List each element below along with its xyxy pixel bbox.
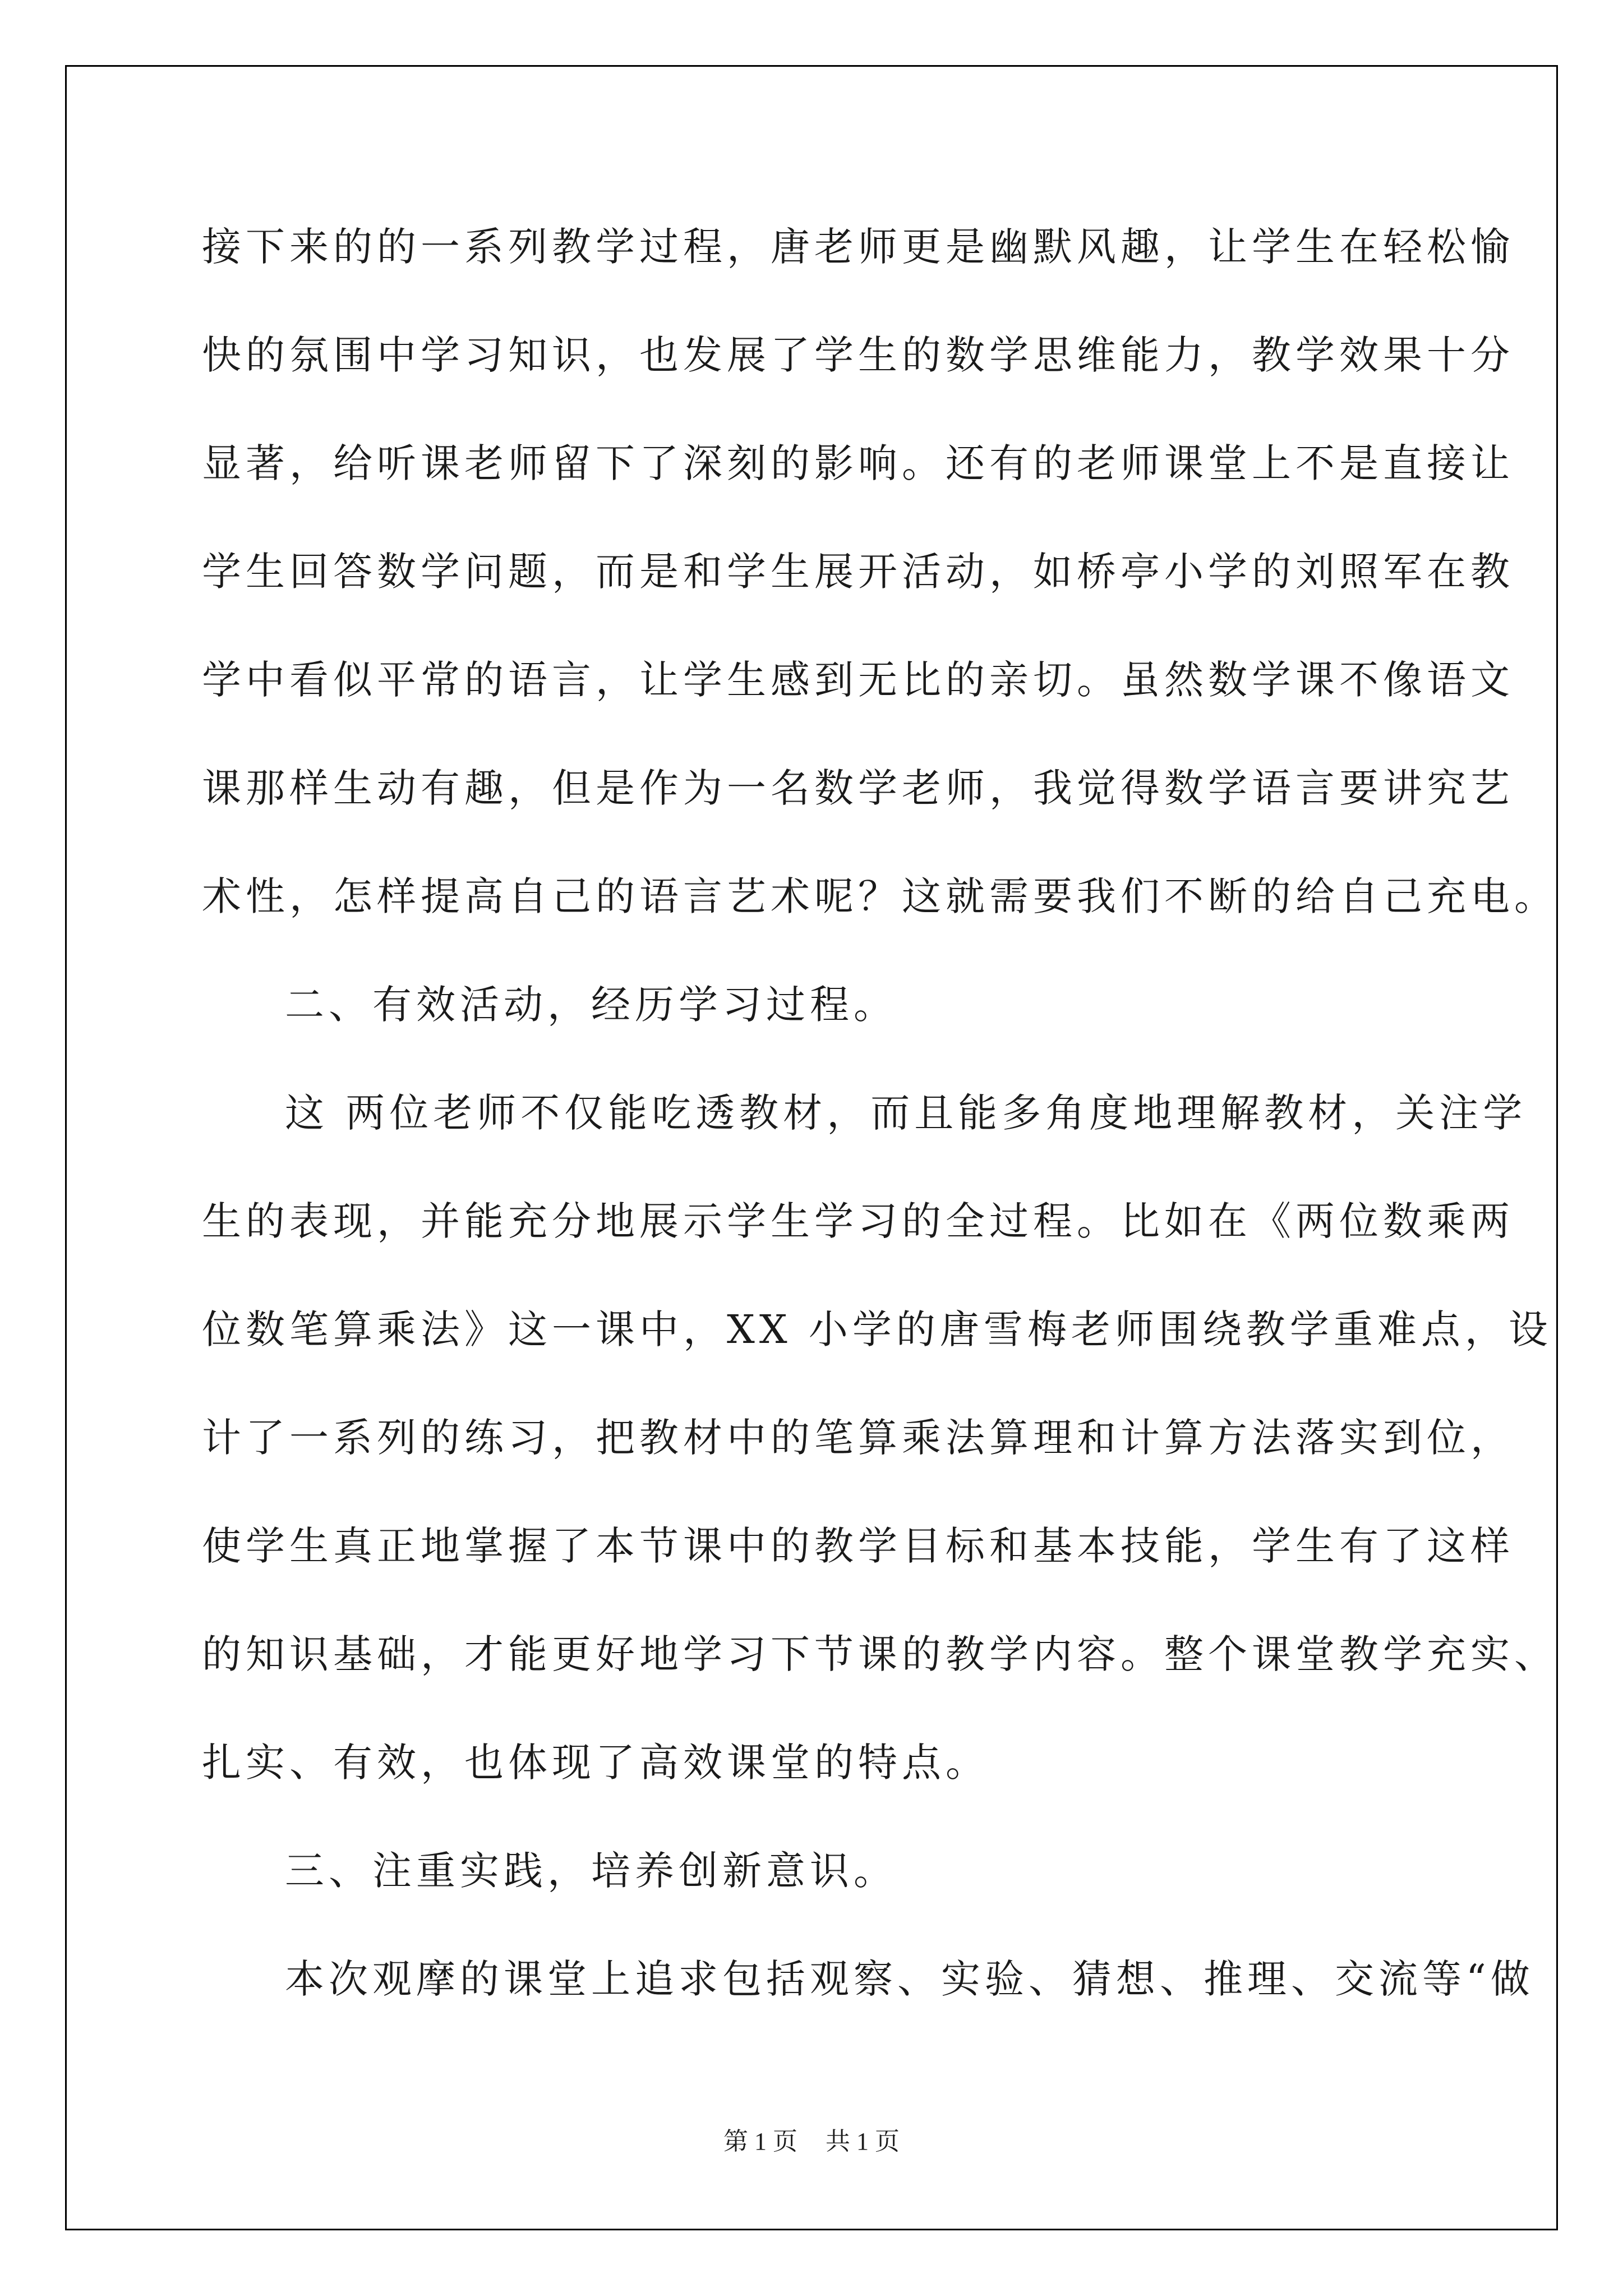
paragraph-1-line-1: 接下来的的一系列教学过程，唐老师更是幽默风趣，让学生在轻松愉 [202,224,1514,270]
page-border [65,65,1558,2230]
paragraph-2-line-3: 位数笔算乘法》这一课中，XX 小学的唐雪梅老师围绕教学重难点，设 [202,1306,1552,1352]
page-total: 共 1 页 [826,2128,900,2155]
page-number: 第 1 页 [723,2128,797,2155]
paragraph-1-line-3: 显著，给听课老师留下了深刻的影响。还有的老师课堂上不是直接让 [202,440,1514,486]
paragraph-1-line-7: 术性，怎样提高自己的语言艺术呢？这就需要我们不断的给自己充电。 [202,873,1558,919]
section-heading-2: 二、有效活动，经历学习过程。 [285,982,897,1028]
paragraph-1-line-2: 快的氛围中学习知识，也发展了学生的数学思维能力，教学效果十分 [202,332,1514,378]
paragraph-3-line-1: 本次观摩的课堂上追求包括观察、实验、猜想、推理、交流等“做 [285,1956,1534,2002]
paragraph-1-line-4: 学生回答数学问题，而是和学生展开活动，如桥亭小学的刘照军在教 [202,549,1514,595]
paragraph-1-line-6: 课那样生动有趣，但是作为一名数学老师，我觉得数学语言要讲究艺 [202,765,1514,811]
paragraph-2-line-1: 这 两位老师不仅能吃透教材，而且能多角度地理解教材，关注学 [285,1090,1527,1136]
section-heading-3: 三、注重实践，培养创新意识。 [285,1848,897,1894]
paragraph-2-line-4: 计了一系列的练习，把教材中的笔算乘法算理和计算方法落实到位， [202,1415,1514,1461]
paragraph-2-line-7: 扎实、有效，也体现了高效课堂的特点。 [202,1740,989,1786]
paragraph-2-line-5: 使学生真正地掌握了本节课中的教学目标和基本技能，学生有了这样 [202,1523,1514,1569]
paragraph-1-line-5: 学中看似平常的语言，让学生感到无比的亲切。虽然数学课不像语文 [202,657,1514,703]
page-footer [0,2125,1623,2159]
paragraph-2-line-2: 生的表现，并能充分地展示学生学习的全过程。比如在《两位数乘两 [202,1198,1514,1244]
paragraph-2-line-6: 的知识基础，才能更好地学习下节课的教学内容。整个课堂教学充实、 [202,1631,1558,1677]
